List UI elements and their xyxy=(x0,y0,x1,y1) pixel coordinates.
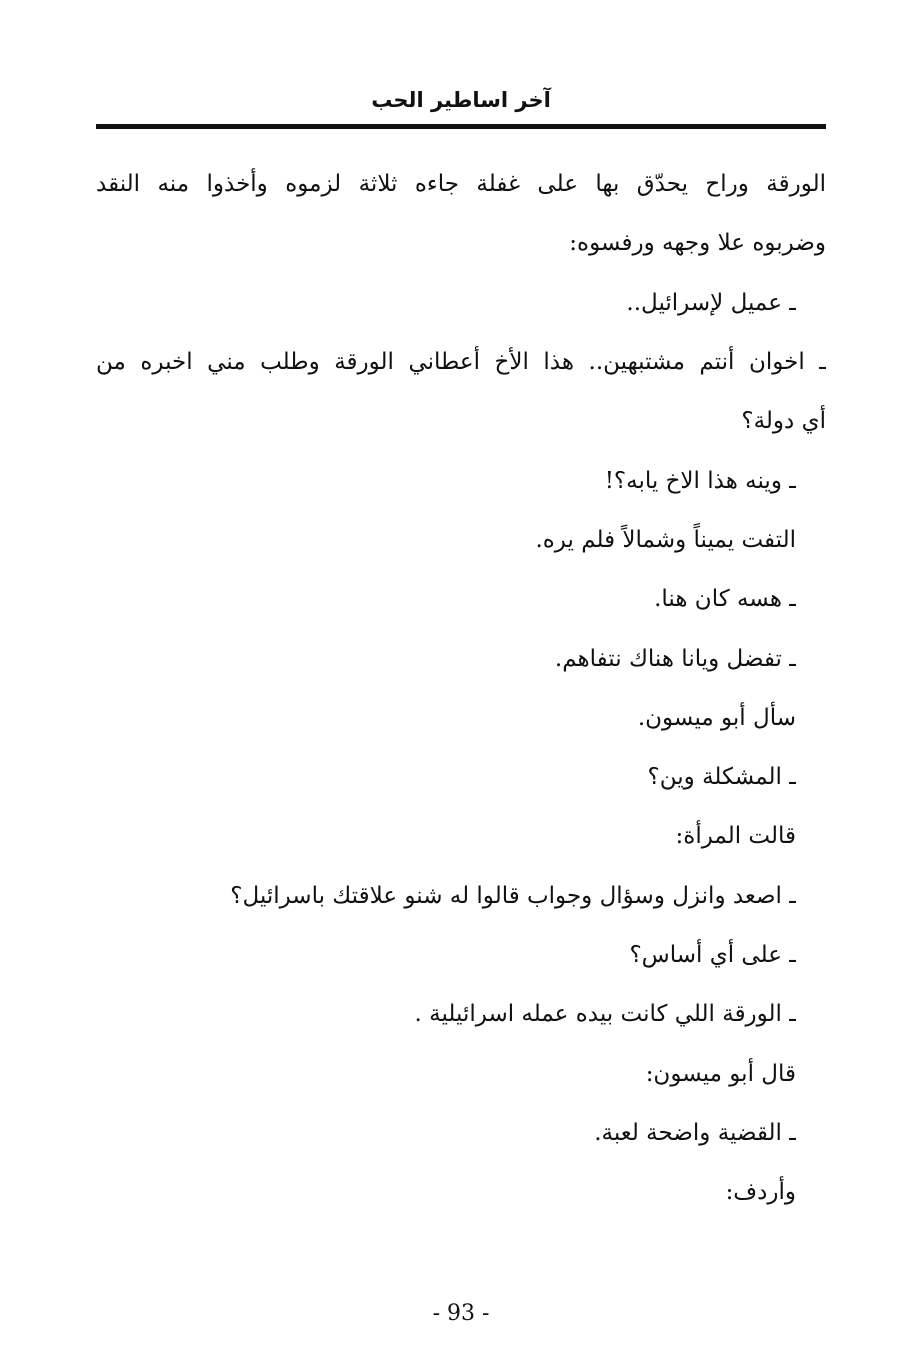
page-number: - 93 - xyxy=(432,1301,490,1326)
dialogue-line: ـ الورقة اللي كانت بيده عمله اسرائيلية . xyxy=(414,1001,796,1027)
dialogue-line: ـ المشكلة وين؟ xyxy=(647,764,796,790)
dialogue-line: ـ اخوان أنتم مشتبهين.. هذا الأخ أعطاني الورقة وطلب مني اخبره من xyxy=(96,349,826,375)
text-line: سأل أبو ميسون. xyxy=(637,705,796,731)
dialogue-line: ـ اصعد وانزل وسؤال وجواب قالوا له شنو علاقتك باسرائيل؟ xyxy=(230,883,796,909)
header-rule xyxy=(96,124,826,129)
text-line: الورقة وراح يحدّق بها على غفلة جاءه ثلاثة لزموه وأخذوا منه النقد xyxy=(96,171,826,197)
dialogue-line: ـ على أي أساس؟ xyxy=(629,942,796,968)
text-line: التفت يميناً وشمالاً فلم يره. xyxy=(535,527,796,553)
text-line: قال أبو ميسون: xyxy=(645,1061,796,1087)
dialogue-line: ـ هسه كان هنا. xyxy=(654,586,796,612)
dialogue-line: ـ عميل لإسرائيل.. xyxy=(626,290,796,316)
dialogue-line: ـ القضية واضحة لعبة. xyxy=(594,1120,796,1146)
text-line: وأردف: xyxy=(725,1179,796,1205)
text-line: قالت المرأة: xyxy=(675,823,796,849)
dialogue-line: ـ تفضل ويانا هناك نتفاهم. xyxy=(554,646,796,672)
text-line: وضربوه علا وجهه ورفسوه: xyxy=(569,230,826,256)
running-header-title: آخر اساطير الحب xyxy=(371,88,551,112)
dialogue-line: ـ وينه هذا الاخ يابه؟! xyxy=(604,468,796,494)
text-line: أي دولة؟ xyxy=(741,408,826,434)
